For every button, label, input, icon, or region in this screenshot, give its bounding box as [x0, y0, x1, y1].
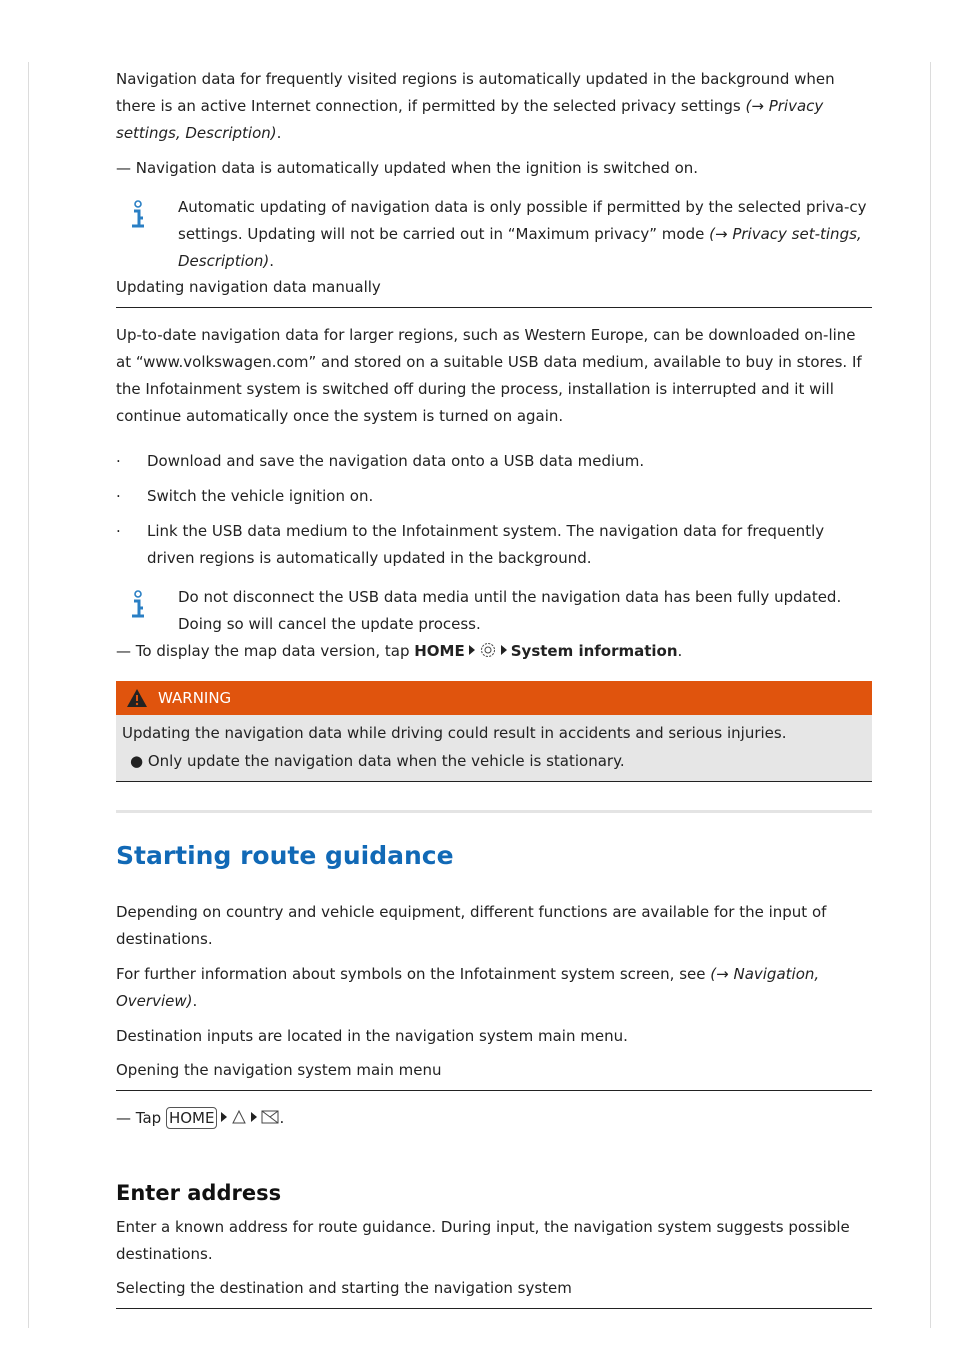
info-icon [130, 200, 146, 230]
manual-update-heading: Updating navigation data manually [116, 275, 872, 308]
open-main-menu-heading: Opening the navigation system main menu [116, 1058, 872, 1091]
warning-text: Updating the navigation data while driving could result in accidents and serious injuries. [122, 724, 787, 742]
chevron-right-icon [501, 645, 507, 655]
privacy-reference: (→ Privacy settings, Description) [116, 97, 824, 142]
ignition-update-note: — Navigation data is automatically updated when the ignition is switched on. [116, 159, 699, 177]
route-guidance-intro: Depending on country and vehicle equipment, different functions are available for the input of destinations. [116, 903, 827, 948]
subsection-title: Enter address [116, 1181, 282, 1205]
warning-triangle-icon [126, 688, 148, 708]
chevron-right-icon [221, 1112, 227, 1122]
step-item: . Link the USB data medium to the Infotainment system. The navigation data for frequently driven regions is automatically updated in the background. [116, 518, 825, 567]
map-version-instruction: — To display the map data version, tap HOME System information. [116, 642, 683, 660]
left-margin-rule [28, 62, 29, 1328]
warning-body [116, 715, 872, 782]
right-margin-rule [930, 62, 931, 1328]
warning-bullet: ● Only update the navigation data when the vehicle is stationary. [130, 752, 625, 770]
navigation-arrow-icon [231, 1109, 247, 1125]
select-destination-heading: Selecting the destination and starting the navigation system [116, 1276, 872, 1309]
section-divider [116, 810, 872, 813]
intro-paragraph: Navigation data for frequently visited regions is automatically updated in the background when there is an active Internet connection, if permitted by the selected privacy settings (→ Privacy settings, Description). [116, 70, 835, 142]
info-icon [130, 590, 146, 620]
navigation-overview-reference: (→ Navigation, Overview) [116, 965, 820, 1010]
warning-title: WARNING [158, 689, 232, 707]
chevron-right-icon [251, 1112, 257, 1122]
open-main-menu-instruction: — Tap HOME . [116, 1109, 285, 1127]
map-icon [261, 1109, 279, 1125]
enter-address-paragraph: Enter a known address for route guidance. During input, the navigation system suggests possible destinations. [116, 1218, 850, 1263]
step-item: . Download and save the navigation data onto a USB data medium. [116, 448, 645, 470]
section-title: Starting route guidance [116, 841, 454, 870]
chevron-right-icon [469, 645, 475, 655]
privacy-reference: (→ Privacy set-tings, Description) [178, 225, 862, 270]
info-note-privacy: Automatic updating of navigation data is only possible if permitted by the selected priva-cy settings. Updating will not be carried out in “Maximum privacy” mode (→ Privacy set-tings, Description). [116, 194, 872, 275]
system-information-label: System information [510, 642, 678, 660]
home-label: HOME [414, 642, 465, 660]
step-marker: . [116, 448, 121, 466]
warning-header [116, 681, 872, 715]
step-item: . Switch the vehicle ignition on. [116, 483, 374, 505]
info-note-usb: Do not disconnect the USB data media until the navigation data has been fully updated. Doing so will cancel the update process. [116, 584, 872, 638]
symbols-reference-paragraph: For further information about symbols on the Infotainment system screen, see (→ Navigation, Overview). [116, 965, 820, 1010]
gear-icon [479, 641, 497, 659]
manual-update-paragraph: Up-to-date navigation data for larger regions, such as Western Europe, can be downloaded on-line at “www.volkswagen.com” and stored on a suitable USB data medium, available to buy in stores. If the Infotainment system is switched off during the process, installation is interrupted and it will continue automatically once the system is turned on again. [116, 326, 862, 425]
manual-page [116, 66, 872, 1323]
step-marker: . [116, 483, 121, 501]
home-key: HOME [166, 1107, 218, 1129]
destination-inputs-paragraph: Destination inputs are located in the navigation system main menu. [116, 1027, 628, 1045]
step-marker: . [116, 518, 121, 536]
